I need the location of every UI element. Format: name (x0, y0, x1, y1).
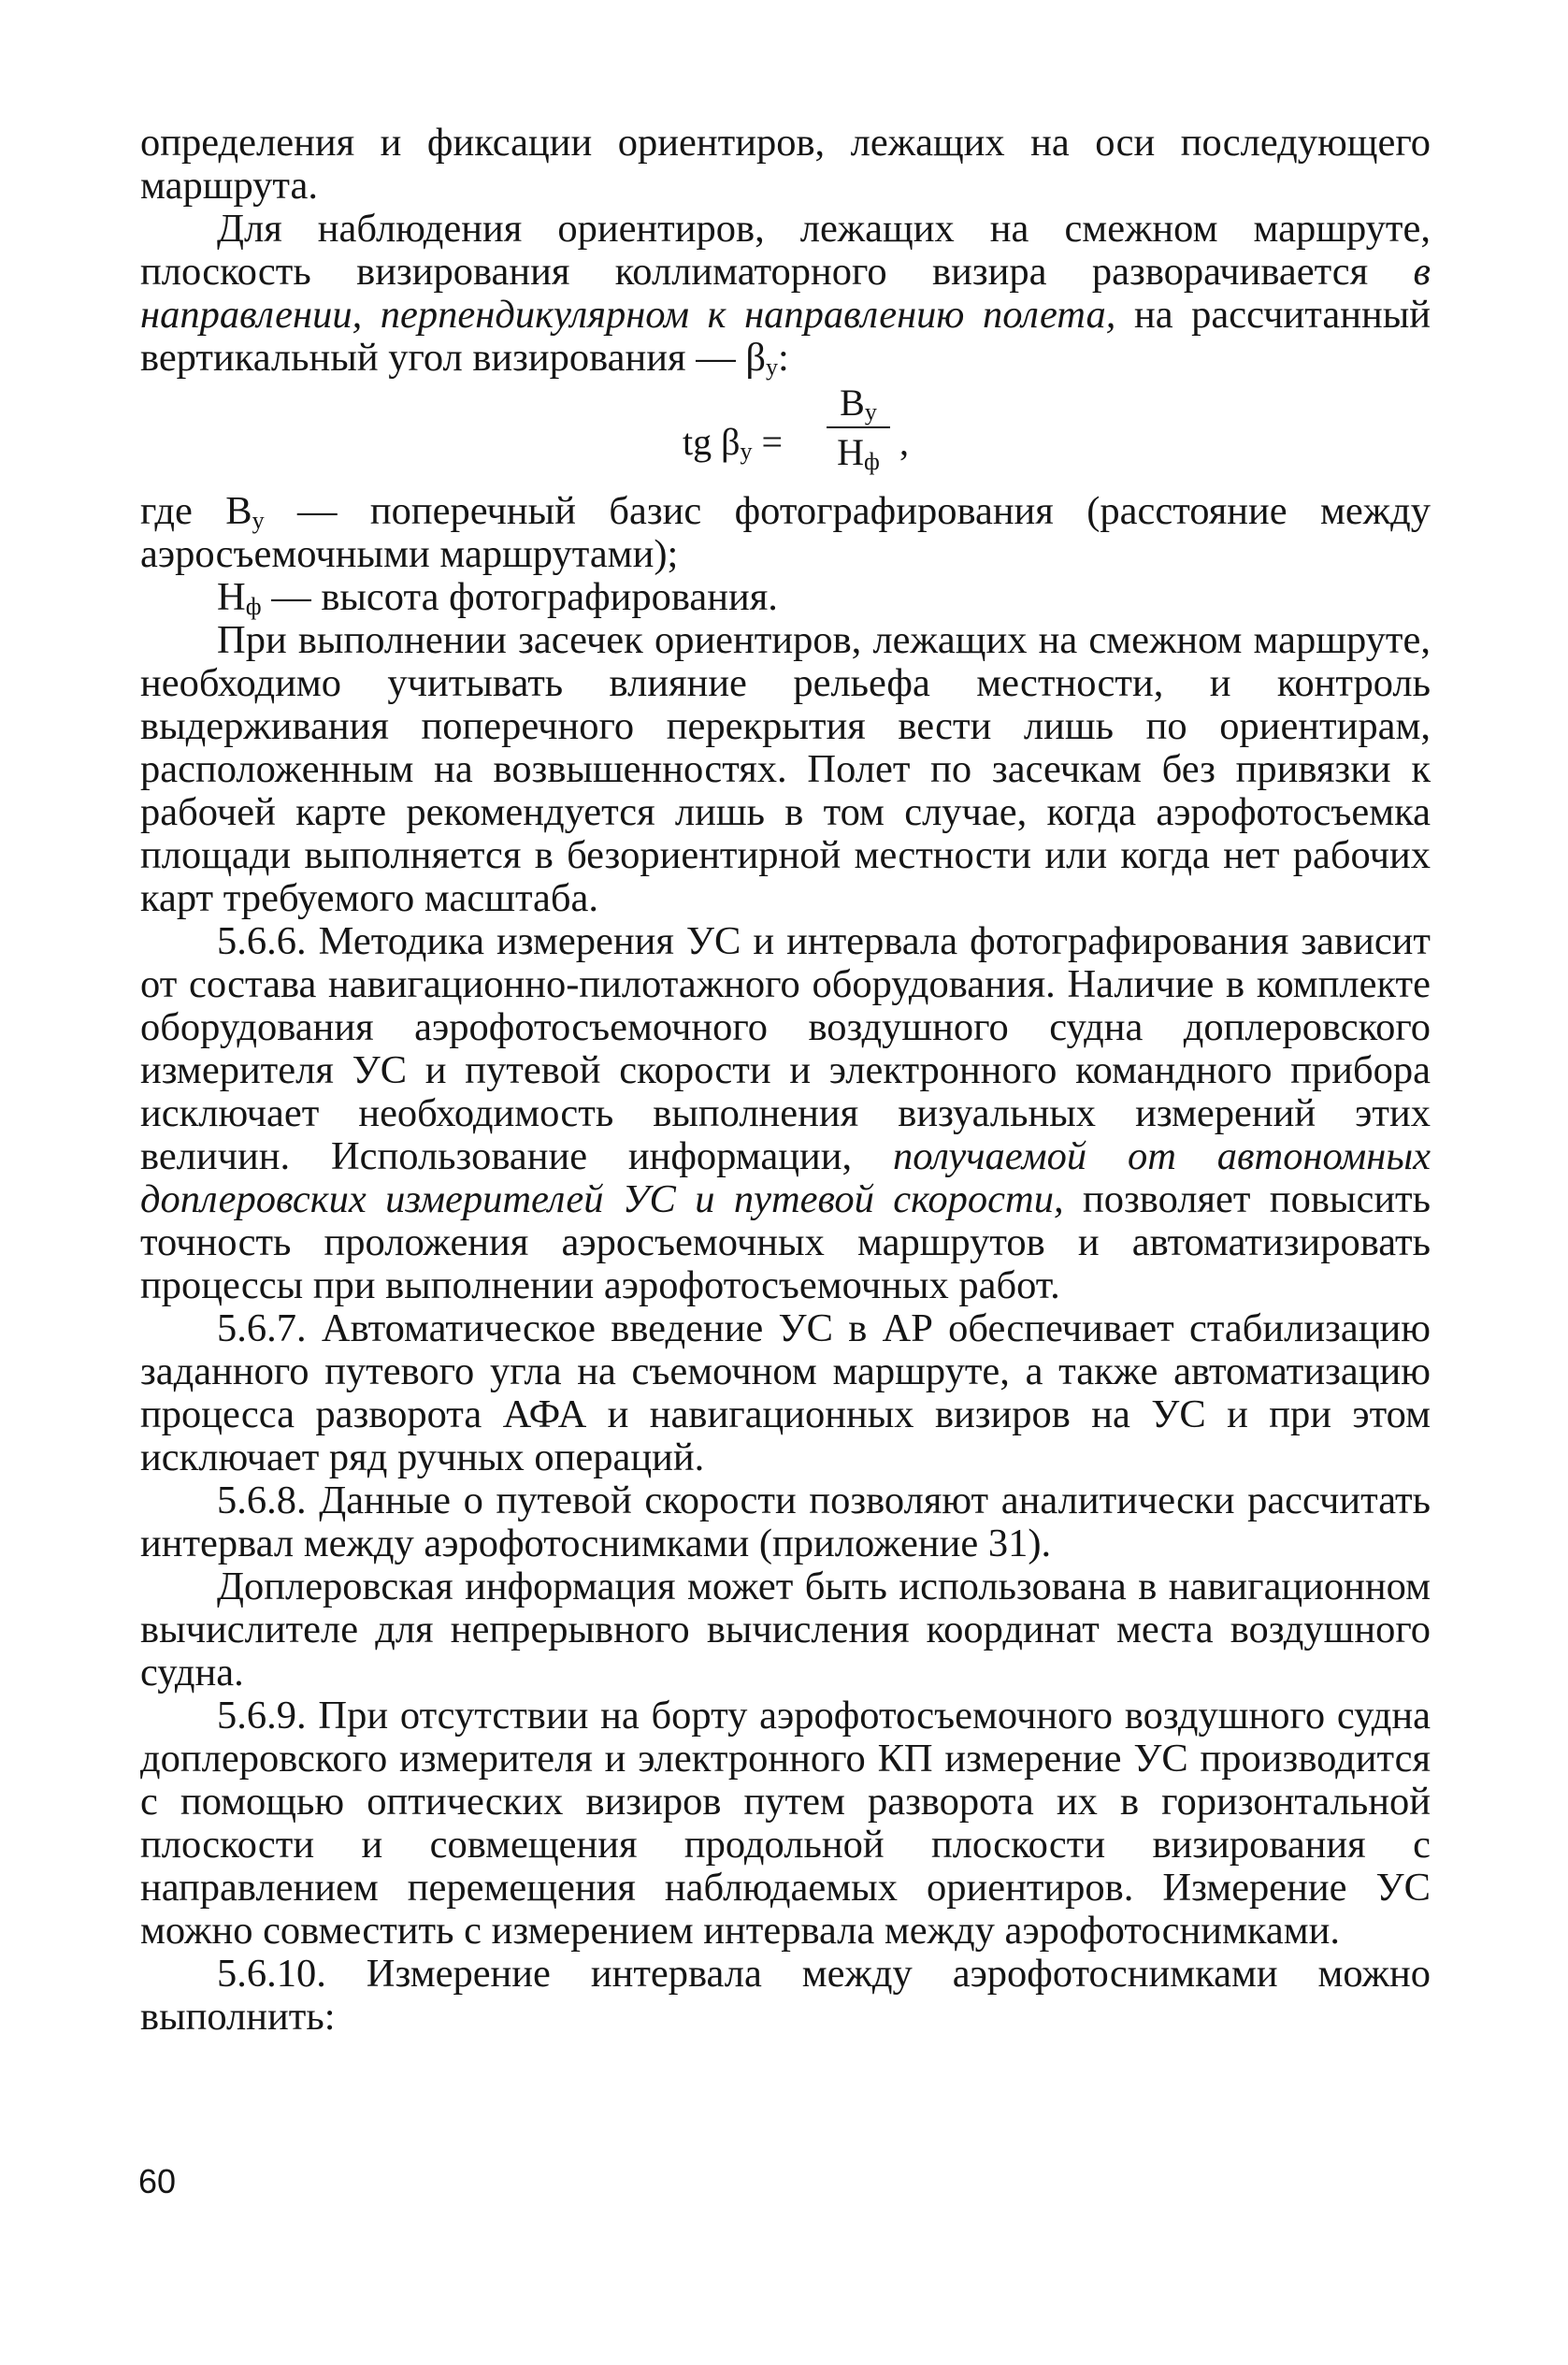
page-number: 60 (138, 2162, 177, 2200)
paragraph-continuation: определения и фиксации ориентиров, лежащих на оси последующего маршрута. (140, 121, 1431, 208)
paragraph-5-6-10: 5.6.10. Измерение интервала между аэрофотоснимками можно выполнить: (140, 1952, 1431, 2039)
paragraph-intersections: При выполнении засечек ориентиров, лежащих на смежном маршруте, необходимо учитывать влияние рельефа местности, и контроль выдерживания поперечного перекрытия вести лишь по ориентирам, расположенным на возвышенностях. Полет по засечкам без привязки к рабочей карте рекомендуется лишь в том случае, когда аэрофотосъемка площади выполняется в безориентирной местности или когда нет рабочих карт требуемого масштаба. (140, 618, 1431, 920)
formula-fraction (821, 380, 896, 477)
definition-by: где $В_у$ — поперечный базис фотографирования (расстояние между аэросъемочными маршрутами); (140, 489, 1431, 576)
italic-phrase: получаемой от автономных доплеровских измерителей УС и путевой скорости, (140, 1134, 1431, 1221)
paragraph-5-6-6: 5.6.6. Методика измерения УС и интервала фотографирования зависит от состава навигационно-пилотажного оборудования. Наличие в комплекте оборудования аэрофотосъемочного воздушного судна доплеровского измерителя УС и путевой скорости и электронного командного прибора исключает необходимость выполнения визуальных измерений этих величин. Использование информации, получаемой от автономных доплеровских измерителей УС и путевой скорости, позволяет повысить точность проложения аэросъемочных маршрутов и автоматизировать процессы при выполнении аэрофотосъемочных работ. (140, 919, 1431, 1307)
paragraph-sighting: Для наблюдения ориентиров, лежащих на смежном маршруте, плоскость визирования коллиматорного визира разворачивается в направлении, перпендикулярном к направлению полета, на рассчитанный вертикальный угол визирования — $\beta_у$: (140, 207, 1431, 381)
italic-phrase: в направлении, перпендикулярном к направлению полета, (140, 250, 1431, 337)
paragraph-5-6-9: 5.6.9. При отсутствии на борту аэрофотосъемочного воздушного судна доплеровского измерителя и электронного КП измерение УС производится с помощью оптических визиров путем разворота их в горизонтальной плоскости и совмещения продольной плоскости визирования с направлением перемещения наблюдаемых ориентиров. Измерение УС можно совместить с измерением интервала между аэрофотоснимками. (140, 1694, 1431, 1953)
page-body (140, 122, 1431, 2039)
paragraph-doppler-info: Доплеровская информация может быть использована в навигационном вычислителе для непрерывного вычисления координат места воздушного судна. (140, 1565, 1431, 1694)
definition-hf: $Н_ф$ — высота фотографирования. (217, 575, 778, 620)
formula-numerator: $В_у$ (840, 382, 877, 425)
formula-tg-beta: tg $\beta_у$ = $В_у$ $Н_ф$ , (683, 382, 909, 475)
formula-lhs: tg $\beta_у$ = (683, 421, 784, 465)
paragraph-5-6-7: 5.6.7. Автоматическое введение УС в АР обеспечивает стабилизацию заданного путевого угла на съемочном маршруте, а также автоматизацию процесса разворота АФА и навигационных визиров на УС и при этом исключает ряд ручных операций. (140, 1306, 1431, 1479)
formula-denominator: $Н_ф$ (837, 431, 880, 475)
paragraph-5-6-8: 5.6.8. Данные о путевой скорости позволяют аналитически рассчитать интервал между аэрофотоснимками (приложение 31). (140, 1478, 1431, 1565)
